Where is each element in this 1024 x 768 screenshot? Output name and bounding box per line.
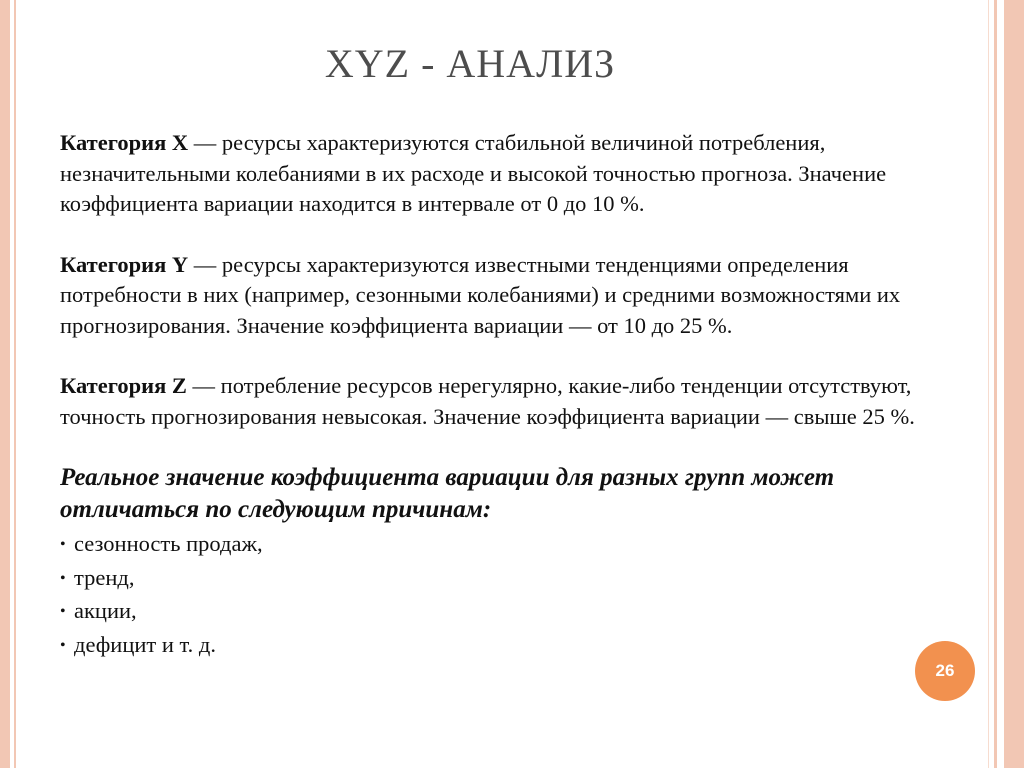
right-border-decoration [1004, 0, 1024, 768]
list-item-text: дефицит и т. д. [74, 631, 216, 657]
category-z-paragraph [60, 371, 970, 432]
page-number-badge: 26 [915, 641, 975, 701]
bullet-icon: • [60, 636, 66, 654]
right-border-thin-line [988, 0, 989, 768]
slide-title: XYZ - АНАЛИЗ [324, 41, 616, 86]
emphasis-heading: Реальное значение коэффициента вариации для разных групп может отличаться по следующим причинам: [60, 464, 835, 523]
list-item [60, 528, 970, 562]
bullet-icon: • [60, 603, 66, 620]
category-y-text: — ресурсы характеризуются известными тенденциями определения потребности в них (например, сезонными колебаниями) и средними возможностями их прогнозирования. Значение коэффициента вариации — от 10 до 25 %. [60, 251, 901, 338]
category-x-term: Категория X [60, 130, 189, 155]
category-y-term: Категория Y [60, 251, 189, 277]
left-border-line [14, 0, 16, 768]
bullet-icon: • [60, 569, 66, 587]
left-border-decoration [0, 0, 10, 768]
category-z-text: — потребление ресурсов нерегулярно, какие-либо тенденции отсутствуют, точность прогнозирования невысокая. Значение коэффициента вариации — свыше 25 %. [60, 373, 915, 429]
list-item-text: акции, [74, 598, 137, 623]
bullet-icon: • [60, 536, 66, 553]
list-item [60, 562, 970, 596]
right-border-line [994, 0, 997, 768]
reasons-list [60, 528, 970, 662]
slide-content [60, 128, 970, 662]
category-x-paragraph [60, 128, 970, 220]
list-item [60, 629, 970, 663]
list-item [60, 595, 970, 629]
category-y-paragraph [60, 250, 970, 342]
category-x-text: — ресурсы характеризуются стабильной величиной потребления, незначительными колебаниями в их расходе и высокой точностью прогноза. Значение коэффициента вариации находится в интервале от 0 до 10 %. [60, 130, 887, 216]
list-item-text: тренд, [74, 564, 135, 590]
category-z-term: Категория Z [60, 373, 187, 398]
list-item-text: сезонность продаж, [74, 531, 263, 556]
